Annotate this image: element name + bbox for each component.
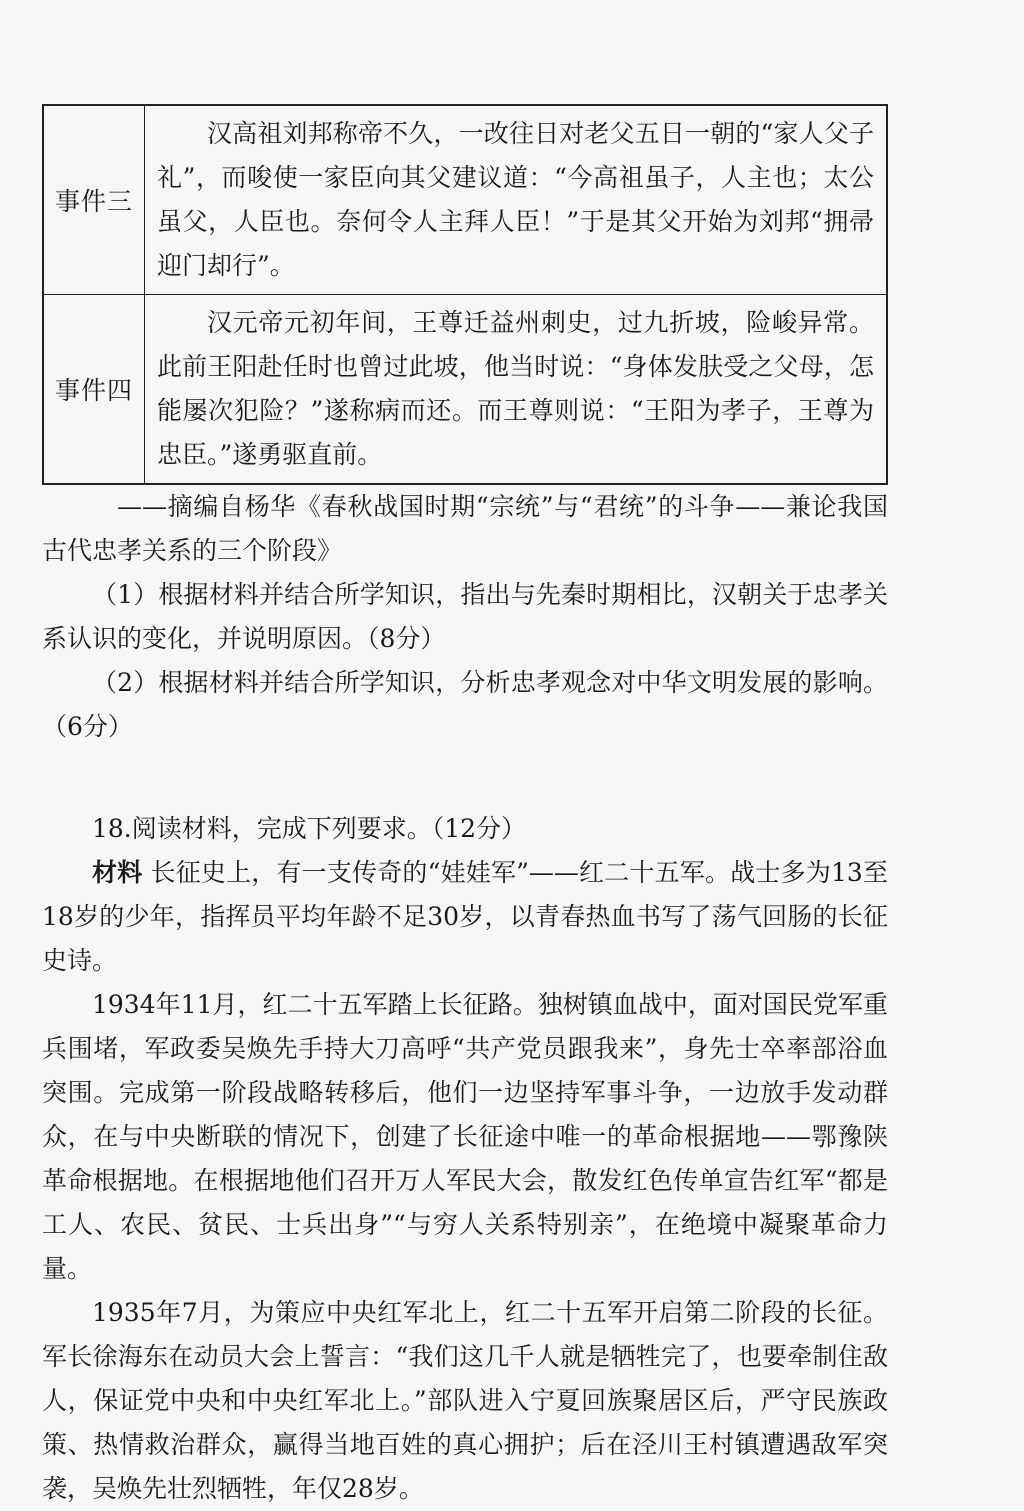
question-18-heading: 18.阅读材料，完成下列要求。（12分） <box>92 814 527 843</box>
event-text-cell <box>145 105 888 295</box>
event-text: 汉元帝元初年间，王尊迁益州刺史，过九折坡，险峻异常。此前王阳赴任时也曾过此坡，他当时说：“身体发肤受之父母，怎能屡次犯险？”遂称病而还。而王尊则说：“王阳为孝子，王尊为忠臣。”遂勇驱直前。 <box>157 308 874 469</box>
event-text-cell <box>145 295 888 485</box>
question-17-part-2: （2）根据材料并结合所学知识，分析忠孝观念对中华文明发展的影响。（6分） <box>42 668 888 741</box>
material-text: 长征史上，有一支传奇的“娃娃军”——红二十五军。战士多为13至18岁的少年，指挥员平均年龄不足30岁，以青春热血书写了荡气回肠的长征史诗。 <box>42 858 888 975</box>
table-row-event-3 <box>43 105 887 295</box>
event-label: 事件四 <box>43 295 145 485</box>
material-label: 材料 <box>92 858 143 887</box>
events-table <box>42 104 888 485</box>
event-text: 汉高祖刘邦称帝不久，一改往日对老父五日一朝的“家人父子礼”，而唆使一家臣向其父建议道：“今高祖虽子，人主也；太公虽父，人臣也。奈何令人主拜人臣！”于是其父开始为刘邦“拥帚迎门却行”。 <box>157 119 874 280</box>
question-18-material-paragraph-2: 1934年11月，红二十五军踏上长征路。独树镇血战中，面对国民党军重兵围堵，军政委吴焕先手持大刀高呼“共产党员跟我来”，身先士卒率部浴血突围。完成第一阶段战略转移后，他们一边坚持军事斗争，一边放手发动群众，在与中央断联的情况下，创建了长征途中唯一的革命根据地——鄂豫陕革命根据地。在根据地他们召开万人军民大会，散发红色传单宣告红军“都是工人、农民、贫民、士兵出身”“与穷人关系特别亲”，在绝境中凝聚革命力量。 <box>42 990 888 1283</box>
table-row-event-4 <box>43 295 887 485</box>
page-content <box>42 104 888 1511</box>
question-18-material-paragraph-3: 1935年7月，为策应中央红军北上，红二十五军开启第二阶段的长征。军长徐海东在动员大会上誓言：“我们这几千人就是牺牲完了，也要牵制住敌人，保证党中央和中央红军北上。”部队进入宁夏回族聚居区后，严守民族政策、热情救治群众，赢得当地百姓的真心拥护；后在泾川王村镇遭遇敌军突袭，吴焕先壮烈牺牲，年仅28岁。 <box>42 1298 888 1503</box>
question-18-material-paragraph-1 <box>42 851 888 983</box>
question-17-part-1: （1）根据材料并结合所学知识，指出与先秦时期相比，汉朝关于忠孝关系认识的变化，并说明原因。（8分） <box>42 580 888 653</box>
event-label: 事件三 <box>43 105 145 295</box>
source-citation: ——摘编自杨华《春秋战国时期“宗统”与“君统”的斗争——兼论我国古代忠孝关系的三个阶段》 <box>42 492 888 565</box>
spacer <box>42 749 888 807</box>
